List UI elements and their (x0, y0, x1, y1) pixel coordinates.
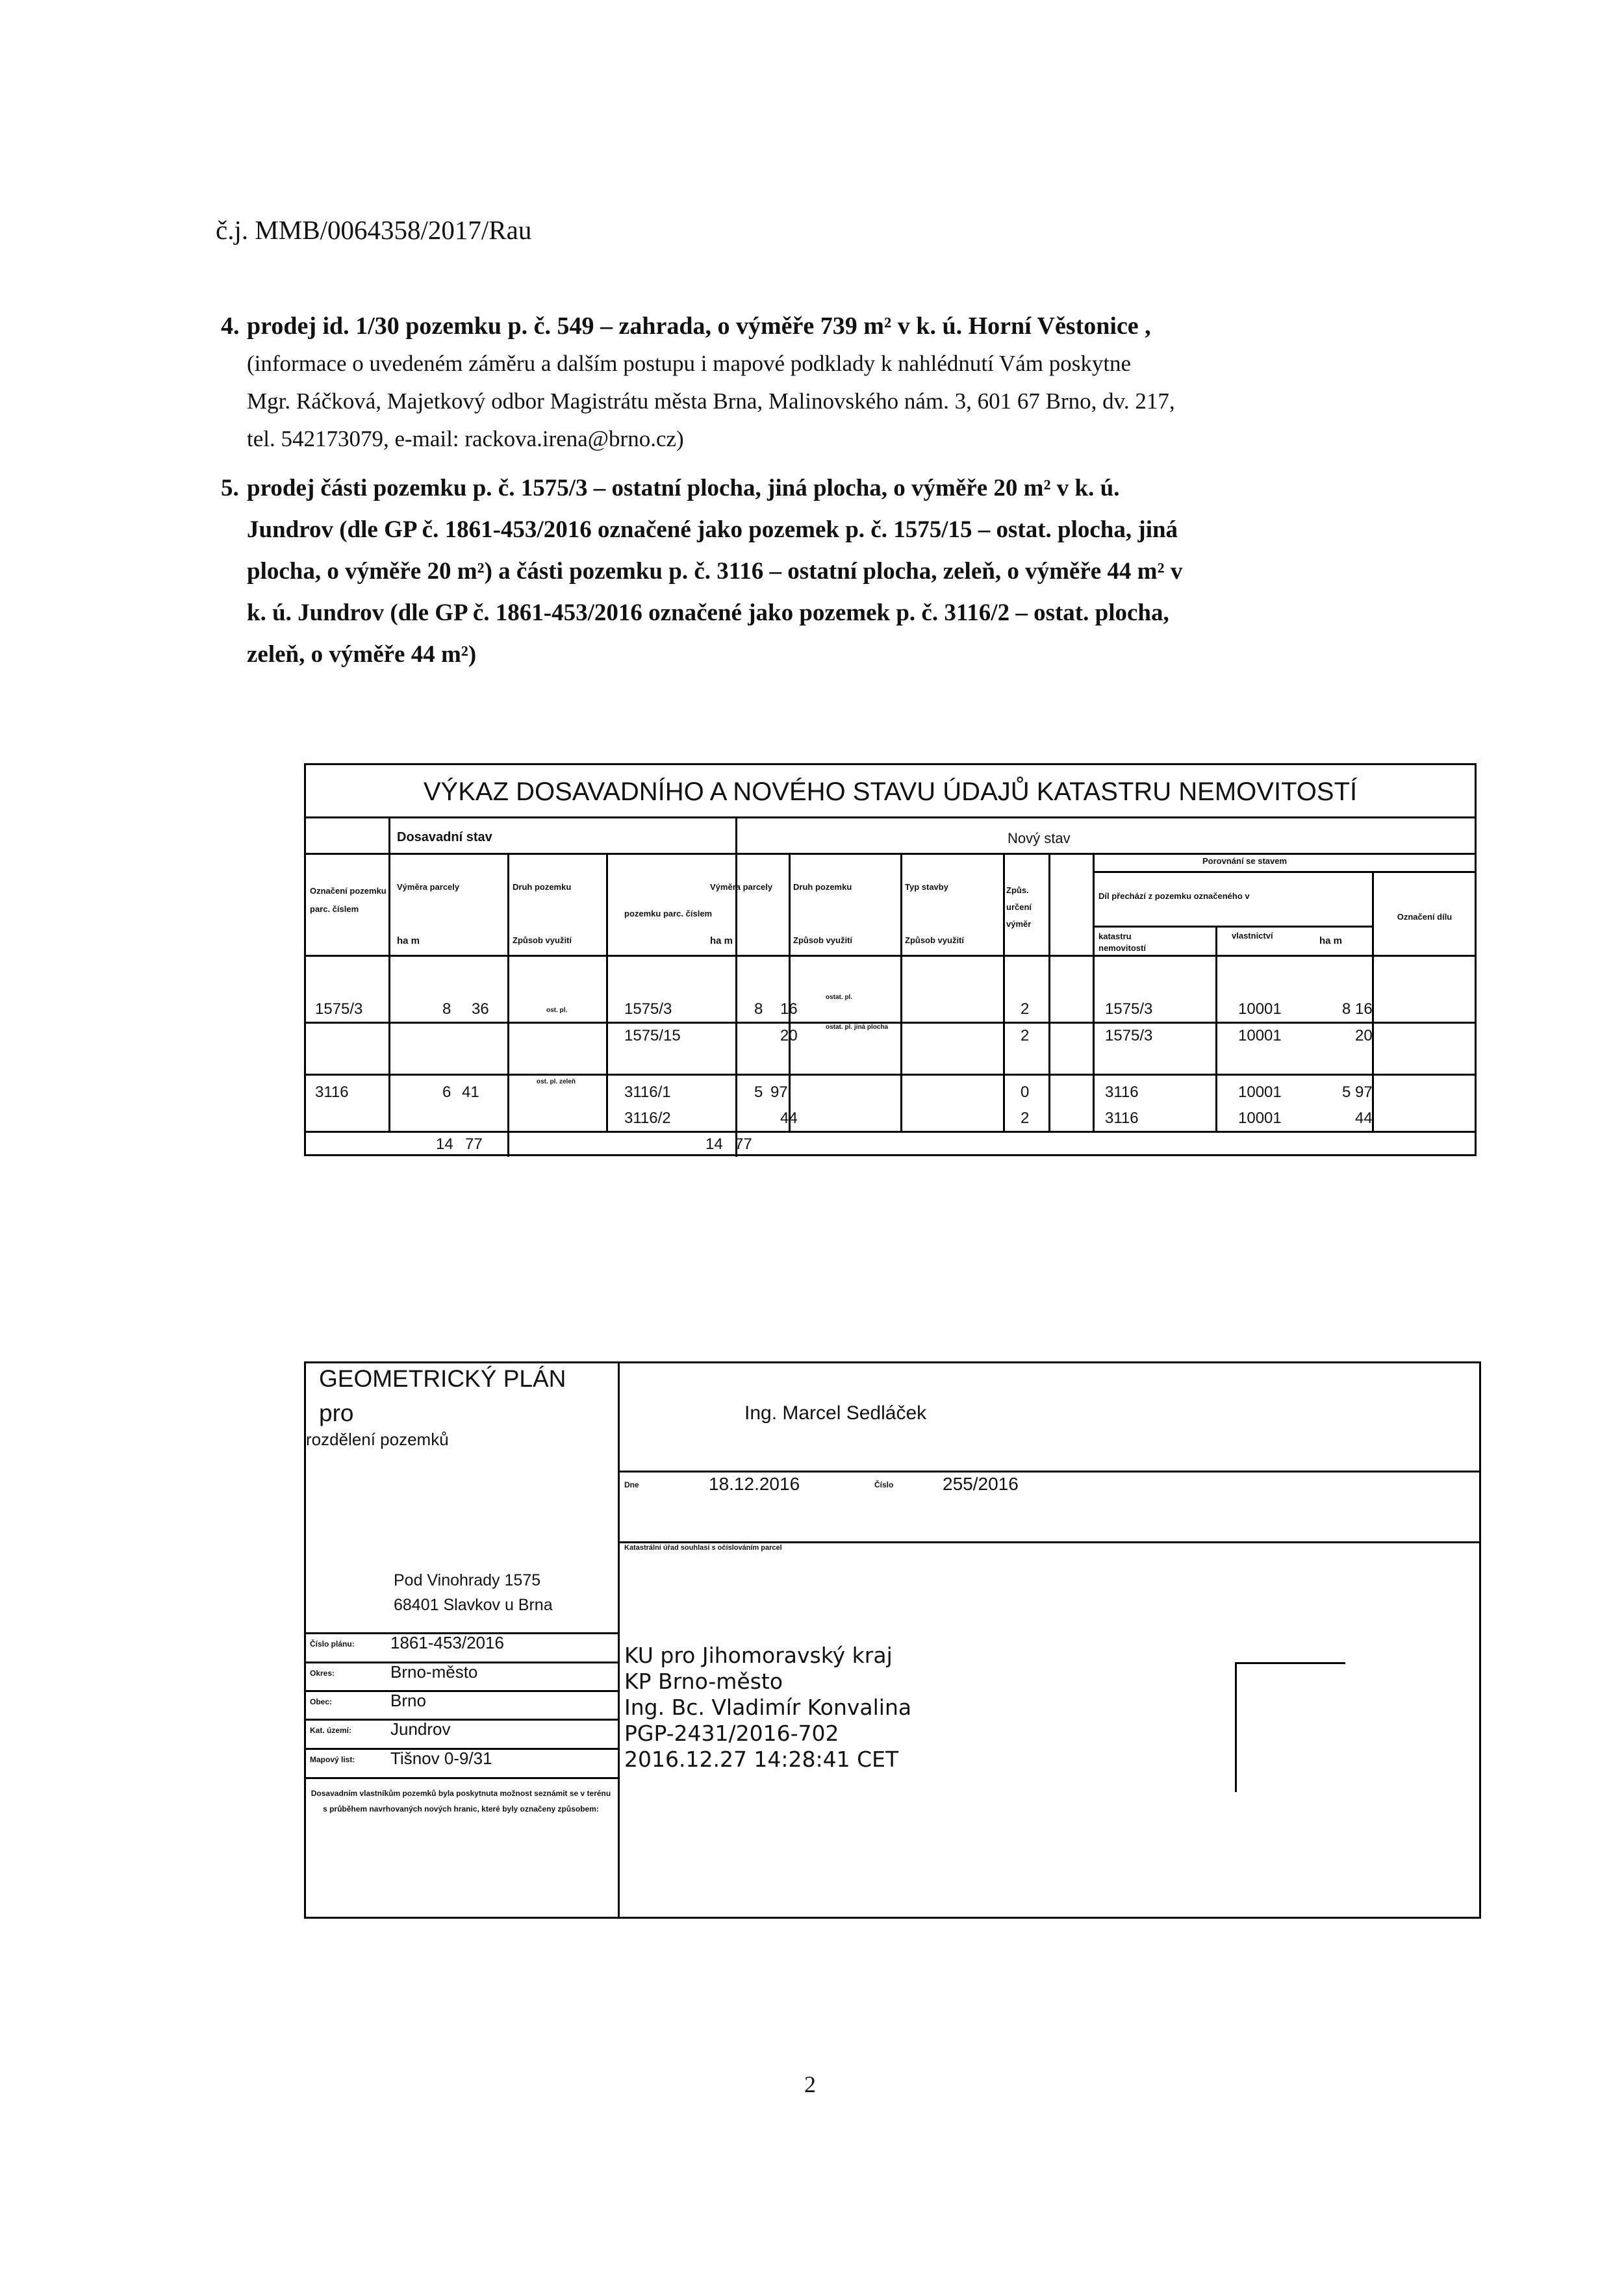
hdr-zpusob-novy-2: Způsob využití (905, 935, 964, 945)
row1-vl: 10001 (1238, 1000, 1282, 1018)
row4-zp: 2 (1021, 1109, 1030, 1127)
item-5-line-1: prodej části pozemku p. č. 1575/3 – ostatní plocha, jiná plocha, o výměře 20 m² v k. ú. (247, 475, 1120, 501)
gp-ku-4: PGP-2431/2016-702 (624, 1721, 839, 1746)
hdr-druh: Druh pozemku (513, 882, 572, 892)
row2-new-parcel: 1575/15 (624, 1027, 681, 1044)
gp-author: Ing. Marcel Sedláček (744, 1402, 927, 1424)
gp-ku-1: KU pro Jihomoravský kraj (624, 1643, 893, 1668)
hdr-ha-m-3: ha m (1319, 935, 1343, 946)
row1-h: 8 (1342, 1000, 1351, 1018)
row1-zp: 2 (1021, 1000, 1030, 1018)
row2-new-m: 20 (780, 1027, 798, 1044)
hdr-ha-m-1: ha m (397, 935, 420, 946)
row3-vl: 10001 (1238, 1083, 1282, 1101)
page-number: 2 (804, 2071, 816, 2097)
row1-kat: 1575/3 (1105, 1000, 1153, 1018)
gp-field-3-value: Brno (390, 1691, 426, 1710)
gp-field-3-label: Obec: (310, 1697, 333, 1706)
item-4-line-1: prodej id. 1/30 pozemku p. č. 549 – zahrada, o výměře 739 m² v k. ú. Horní Věstonice , (247, 312, 1151, 340)
total-old-m: 77 (465, 1135, 483, 1153)
item-4-line-3: Mgr. Ráčková, Majetkový odbor Magistrátu města Brna, Malinovského nám. 3, 601 67 Brno, dv. 217, (247, 388, 1175, 414)
row3-new-ha: 5 (754, 1083, 763, 1101)
document-reference: č.j. MMB/0064358/2017/Rau (216, 215, 532, 245)
row3-zp: 0 (1021, 1083, 1030, 1101)
vykaz-title: VÝKAZ DOSAVADNÍHO A NOVÉHO STAVU ÚDAJŮ KATASTRU NEMOVITOSTÍ (306, 765, 1475, 818)
row4-new-parcel: 3116/2 (624, 1109, 671, 1127)
gp-field-2-label: Okres: (310, 1669, 335, 1678)
vykaz-table (304, 763, 1477, 1156)
geometricky-plan-box (304, 1361, 1481, 1919)
gp-cislo: 255/2016 (943, 1474, 1019, 1494)
hdr-oznaceni-dilu: Označení dílu (1397, 912, 1453, 922)
item-4-number: 4. (221, 312, 240, 340)
row1-druh: ostat. pl. (826, 994, 853, 1001)
row4-m: 44 (1355, 1109, 1373, 1127)
row4-kat: 3116 (1105, 1109, 1139, 1127)
hdr-pozemku: pozemku parc. číslem (624, 909, 713, 918)
row1-m: 16 (1355, 1000, 1373, 1018)
gp-ku-5: 2016.12.27 14:28:41 CET (624, 1747, 899, 1772)
hdr-typ-stavby: Typ stavby (905, 882, 948, 892)
row1-old-druh: ost. pl. (546, 1007, 568, 1014)
gp-pro: pro (319, 1400, 354, 1426)
row3-old-druh: ost. pl. zeleň (537, 1078, 576, 1085)
total-old-ha: 14 (436, 1135, 453, 1153)
gp-field-5-value: Tišnov 0-9/31 (390, 1749, 492, 1768)
row1-old-ha: 8 (442, 1000, 451, 1018)
row1-new-parcel: 1575/3 (624, 1000, 672, 1018)
item-4-line-2: (informace o uvedeném záměru a dalším postupu i mapové podklady k nahlédnutí Vám poskytne (247, 351, 1132, 376)
gp-dne-label: Dne (624, 1480, 639, 1489)
hdr-zpus-urceni: Způs. určení výměr (1006, 885, 1032, 929)
row4-vl: 10001 (1238, 1109, 1282, 1127)
dosavadni-stav-header: Dosavadní stav (397, 830, 492, 844)
row2-vl: 10001 (1238, 1027, 1282, 1044)
hdr-dil: Díl přechází z pozemku označeného v (1098, 891, 1250, 901)
gp-field-4-label: Kat. území: (310, 1726, 352, 1735)
item-5-line-4: k. ú. Jundrov (dle GP č. 1861-453/2016 označené jako pozemek p. č. 3116/2 – ostat. plocha, (247, 600, 1169, 626)
gp-title: GEOMETRICKÝ PLÁN (319, 1365, 566, 1392)
row2-kat: 1575/3 (1105, 1027, 1153, 1044)
gp-date: 18.12.2016 (709, 1474, 800, 1494)
gp-field-1-value: 1861-453/2016 (390, 1633, 504, 1652)
hdr-vlastnictvi: vlastnictví (1232, 931, 1273, 941)
hdr-katastru: katastru nemovitostí (1098, 931, 1146, 953)
hdr-oznaceni: Označení pozemku parc. číslem (310, 886, 387, 914)
gp-field-2-value: Brno-město (390, 1662, 478, 1682)
gp-note: Dosavadním vlastníkům pozemků byla poskytnuta možnost seznámit se v terénu s průběhem navrhovaných nových hranic, které byly označeny způsobem: (311, 1789, 611, 1813)
row3-m: 97 (1355, 1083, 1373, 1101)
item-5-line-2: Jundrov (dle GP č. 1861-453/2016 označené jako pozemek p. č. 1575/15 – ostat. plocha, jiná (247, 516, 1178, 543)
gp-kat-note: Katastrální úřad souhlasí s očíslováním parcel (624, 1544, 782, 1552)
item-5-number: 5. (221, 475, 239, 501)
item-4 (221, 307, 1436, 458)
row3-old-ha: 6 (442, 1083, 451, 1101)
row2-druh: ostat. pl. jiná plocha (826, 1024, 889, 1031)
row4-new-m: 44 (780, 1109, 798, 1127)
row3-old-m: 41 (462, 1083, 479, 1101)
row3-h: 5 (1342, 1083, 1351, 1101)
hdr-zpusob: Způsob využití (513, 935, 572, 945)
row3-new-parcel: 3116/1 (624, 1083, 671, 1101)
row3-old-parcel: 3116 (315, 1083, 349, 1101)
row1-new-ha: 8 (754, 1000, 763, 1018)
total-new-ha: 14 (705, 1135, 723, 1153)
row1-old-m: 36 (472, 1000, 489, 1018)
hdr-vymera: Výměra parcely (397, 882, 460, 892)
row1-old-parcel: 1575/3 (315, 1000, 363, 1018)
item-5-line-5: zeleň, o výměře 44 m²) (247, 641, 477, 668)
row3-kat: 3116 (1105, 1083, 1139, 1101)
item-5-line-3: plocha, o výměře 20 m²) a části pozemku p. č. 3116 – ostatní plocha, zeleň, o výměře 44 m² v (247, 558, 1183, 585)
item-5 (221, 468, 1436, 676)
hdr-druh-novy: Druh pozemku (793, 882, 852, 892)
total-new-m: 77 (735, 1135, 752, 1153)
porovnani-header: Porovnání se stavem (1202, 856, 1288, 866)
row3-new-m: 97 (770, 1083, 788, 1101)
item-4-line-4: tel. 542173079, e-mail: rackova.irena@brno.cz) (247, 426, 684, 451)
row2-zp: 2 (1021, 1027, 1030, 1044)
gp-address-1: Pod Vinohrady 1575 (394, 1571, 541, 1589)
row1-new-m: 16 (780, 1000, 798, 1018)
gp-field-1-label: Číslo plánu: (310, 1639, 355, 1649)
gp-field-4-value: Jundrov (390, 1719, 451, 1739)
row2-m: 20 (1355, 1027, 1373, 1044)
gp-field-5-label: Mapový list: (310, 1755, 355, 1764)
hdr-zpusob-novy-1: Způsob využití (793, 935, 852, 945)
gp-ku-2: KP Brno-město (624, 1669, 783, 1694)
gp-cislo-label: Číslo (874, 1480, 894, 1489)
novy-stav-header: Nový stav (1008, 830, 1071, 846)
gp-ku-3: Ing. Bc. Vladimír Konvalina (624, 1695, 912, 1720)
hdr-vymera-nova: Výměra parcely (710, 882, 773, 892)
hdr-ha-m-2: ha m (710, 935, 733, 946)
gp-purpose: rozdělení pozemků (306, 1430, 449, 1449)
gp-address-2: 68401 Slavkov u Brna (394, 1596, 553, 1614)
